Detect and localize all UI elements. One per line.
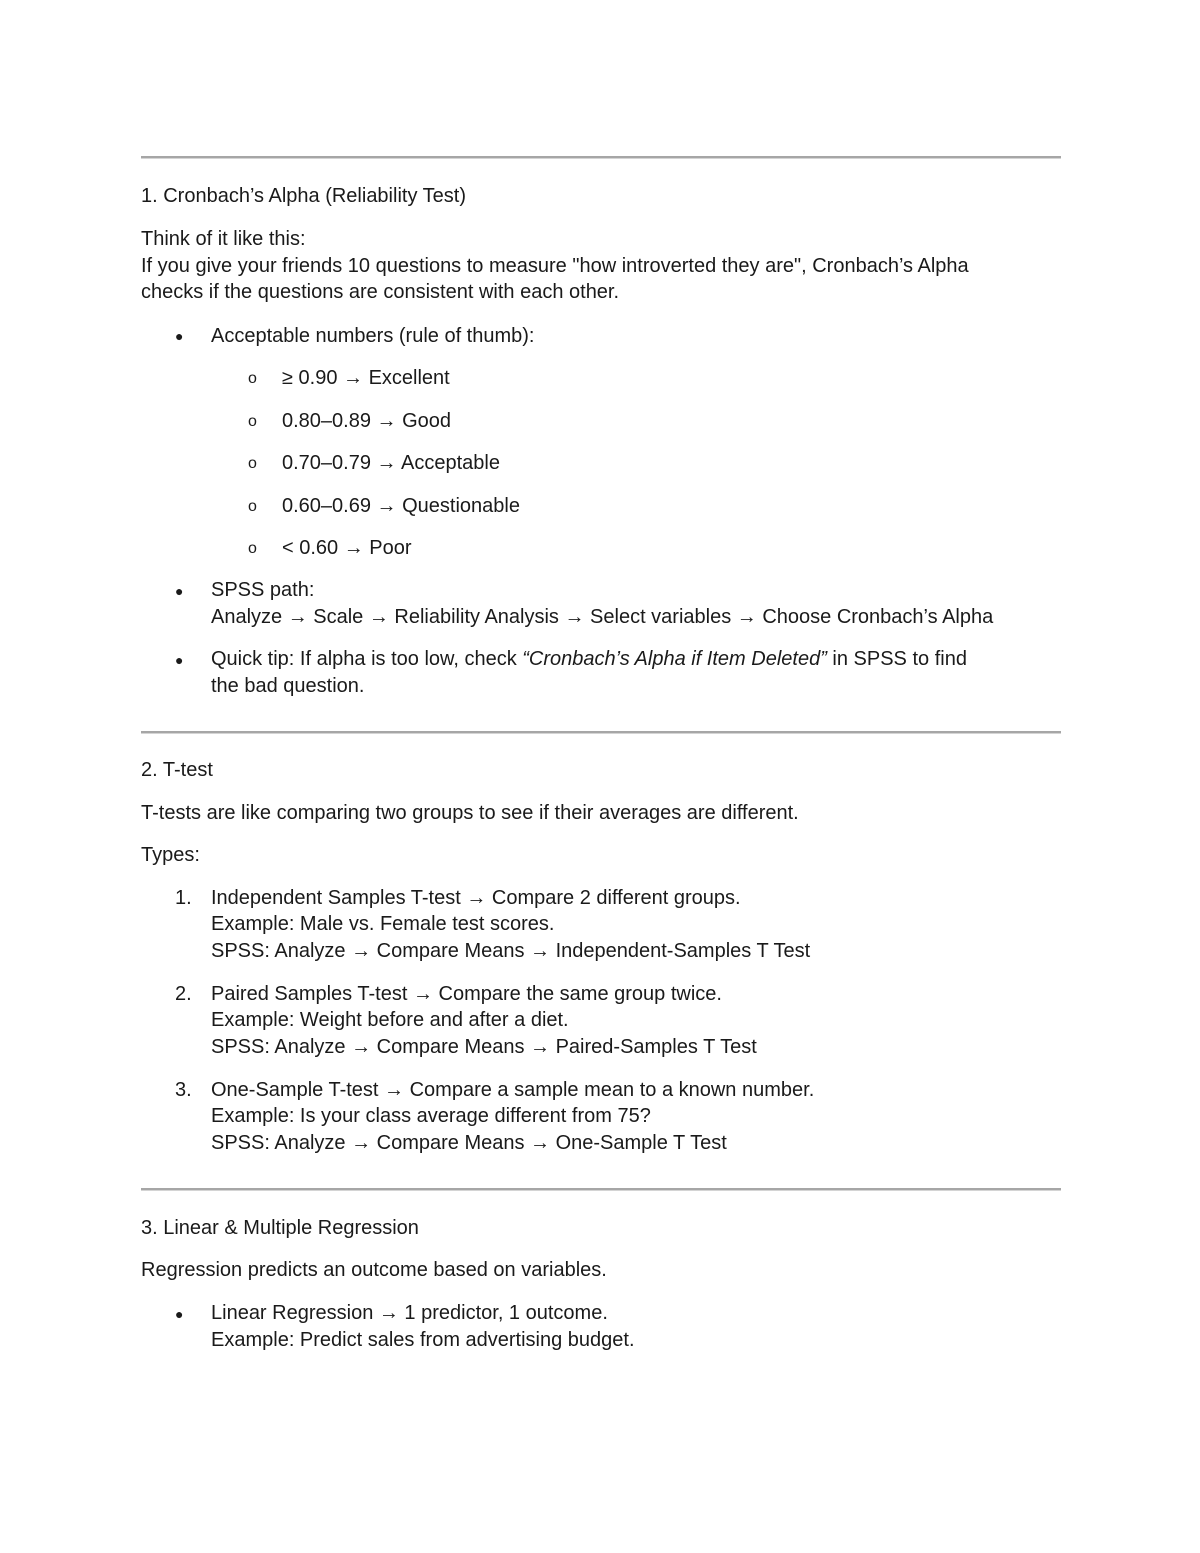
intro-line: Think of it like this: [141, 228, 306, 250]
bullet-acceptable-numbers: Acceptable numbers (rule of thumb): [211, 325, 535, 347]
ttest-item-line: Example: Male vs. Female test scores. [211, 913, 555, 935]
ttest-item-line: Example: Weight before and after a diet. [211, 1009, 569, 1031]
threshold-item: 0.70–0.79 → Acceptable [282, 452, 500, 474]
quick-tip-prefix: Quick tip: If alpha is too low, check [211, 648, 523, 670]
ttest-item-line: Example: Is your class average different from 75? [211, 1105, 651, 1127]
bullet-icon: ● [175, 652, 184, 668]
threshold-item: 0.80–0.89 → Good [282, 410, 452, 432]
section-heading-regression: 3. Linear & Multiple Regression [141, 1217, 419, 1239]
list-number: 3. [175, 1079, 192, 1101]
ttest-item-line: SPSS: Analyze → Compare Means → One-Sample T Test [211, 1132, 727, 1154]
horizontal-rule [141, 156, 1061, 159]
ttest-item-line: Independent Samples T-test → Compare 2 different groups. [211, 887, 741, 909]
quick-tip-italic: “Cronbach’s Alpha if Item Deleted” [522, 648, 827, 670]
list-number: 2. [175, 983, 192, 1005]
types-label: Types: [141, 844, 200, 866]
horizontal-rule [141, 1188, 1061, 1191]
ttest-item-line: Paired Samples T-test → Compare the same group twice. [211, 983, 722, 1005]
circle-bullet-icon: o [248, 540, 257, 557]
bullet-spss-path: Analyze → Scale → Reliability Analysis → Select variables → Choose Cronbach’s Alpha [211, 606, 994, 628]
bullet-spss-path-label: SPSS path: [211, 579, 315, 601]
circle-bullet-icon: o [248, 455, 257, 472]
circle-bullet-icon: o [248, 413, 257, 430]
section-heading-ttest: 2. T-test [141, 759, 213, 781]
section-heading-cronbach: 1. Cronbach’s Alpha (Reliability Test) [141, 185, 466, 207]
threshold-item: 0.60–0.69 → Questionable [282, 495, 520, 517]
regression-bullet-line: Example: Predict sales from advertising budget. [211, 1329, 635, 1351]
circle-bullet-icon: o [248, 498, 257, 515]
intro-line: checks if the questions are consistent with each other. [141, 281, 620, 303]
bullet-quick-tip [211, 646, 967, 673]
bullet-icon: ● [175, 328, 184, 344]
ttest-item-line: One-Sample T-test → Compare a sample mean to a known number. [211, 1079, 815, 1101]
threshold-item: < 0.60 → Poor [282, 537, 412, 559]
horizontal-rule [141, 731, 1061, 734]
ttest-item-line: SPSS: Analyze → Compare Means → Paired-Samples T Test [211, 1036, 757, 1058]
intro-line: If you give your friends 10 questions to measure "how introverted they are", Cronbach’s Alpha [141, 255, 969, 277]
bullet-icon: ● [175, 1306, 184, 1322]
ttest-intro: T-tests are like comparing two groups to see if their averages are different. [141, 802, 799, 824]
regression-bullet-line: Linear Regression → 1 predictor, 1 outcome. [211, 1302, 608, 1324]
quick-tip-line2: the bad question. [211, 675, 365, 697]
quick-tip-suffix: in SPSS to find [826, 648, 967, 670]
regression-intro: Regression predicts an outcome based on variables. [141, 1259, 607, 1281]
list-number: 1. [175, 887, 192, 909]
threshold-item: ≥ 0.90 → Excellent [282, 367, 450, 389]
circle-bullet-icon: o [248, 370, 257, 387]
bullet-icon: ● [175, 583, 184, 599]
ttest-item-line: SPSS: Analyze → Compare Means → Independent-Samples T Test [211, 940, 811, 962]
